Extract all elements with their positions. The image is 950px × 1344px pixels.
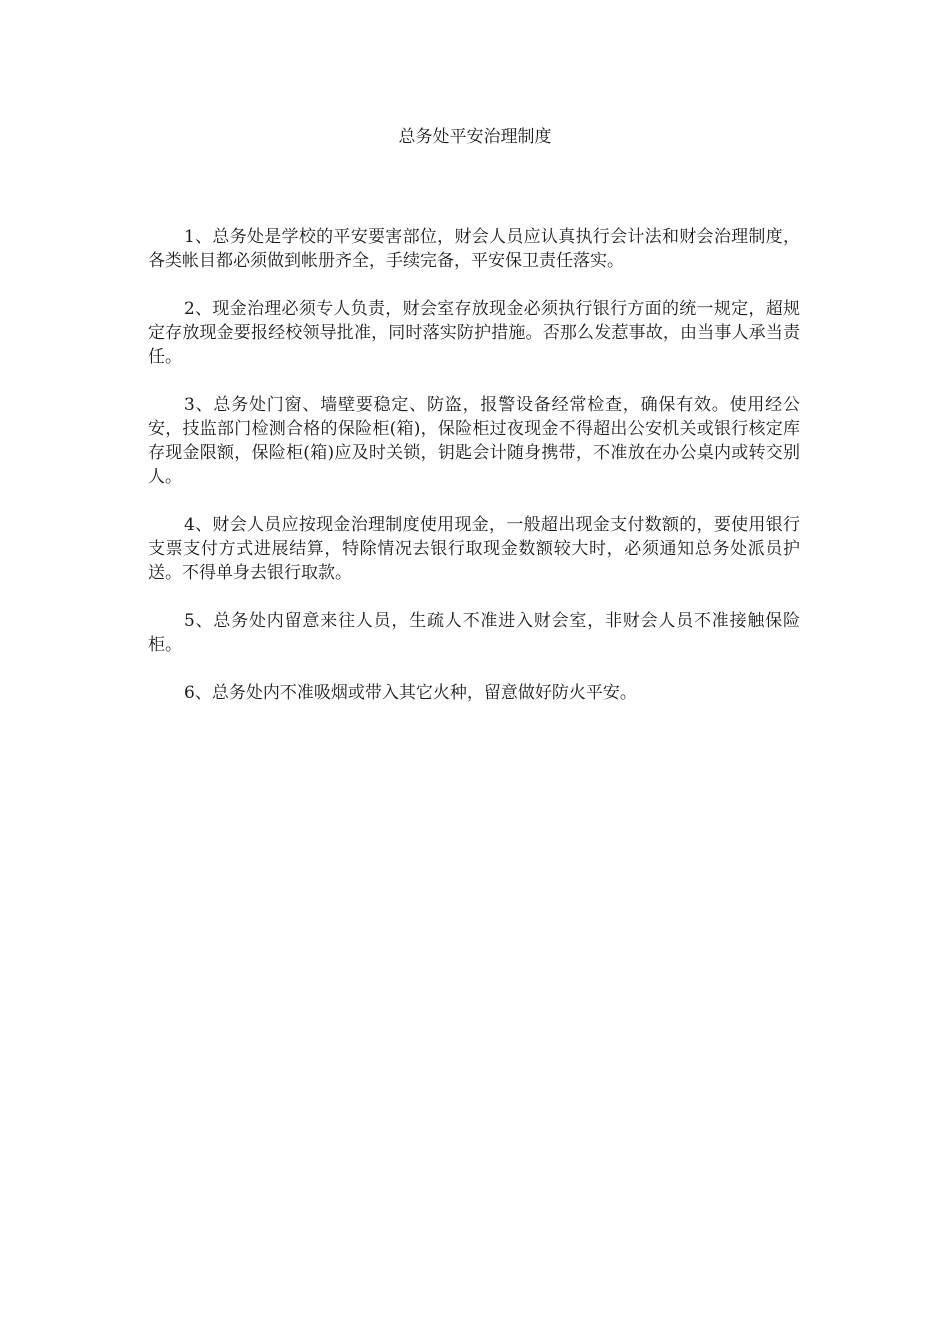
rule-paragraph-2: 2、现金治理必须专人负责，财会室存放现金必须执行银行方面的统一规定，超规定存放现金要报经校领导批准，同时落实防护措施。否那么发惹事故，由当事人承当责任。 [148, 299, 800, 367]
document-title: 总务处平安治理制度 [398, 127, 552, 147]
rule-paragraph-4: 4、财会人员应按现金治理制度使用现金，一般超出现金支付数额的，要使用银行支票支付方式进展结算，特除情况去银行取现金数额较大时，必须通知总务处派员护送。不得单身去银行取款。 [148, 515, 800, 583]
rule-paragraph-1: 1、总务处是学校的平安要害部位，财会人员应认真执行会计法和财会治理制度，各类帐目都必须做到帐册齐全，手续完备，平安保卫责任落实。 [148, 227, 800, 271]
rule-paragraph-3: 3、总务处门窗、墙壁要稳定、防盗，报警设备经常检查，确保有效。使用经公安，技监部门检测合格的保险柜(箱)，保险柜过夜现金不得超出公安机关或银行核定库存现金限额，保险柜(箱)应及时关锁，钥匙会计随身携带，不准放在办公桌内或转交别人。 [148, 395, 800, 487]
rule-paragraph-6: 6、总务处内不准吸烟或带入其它火种，留意做好防火平安。 [184, 683, 637, 703]
rule-paragraph-5: 5、总务处内留意来往人员，生疏人不准进入财会室，非财会人员不准接触保险柜。 [148, 611, 800, 655]
document-body [148, 225, 800, 729]
